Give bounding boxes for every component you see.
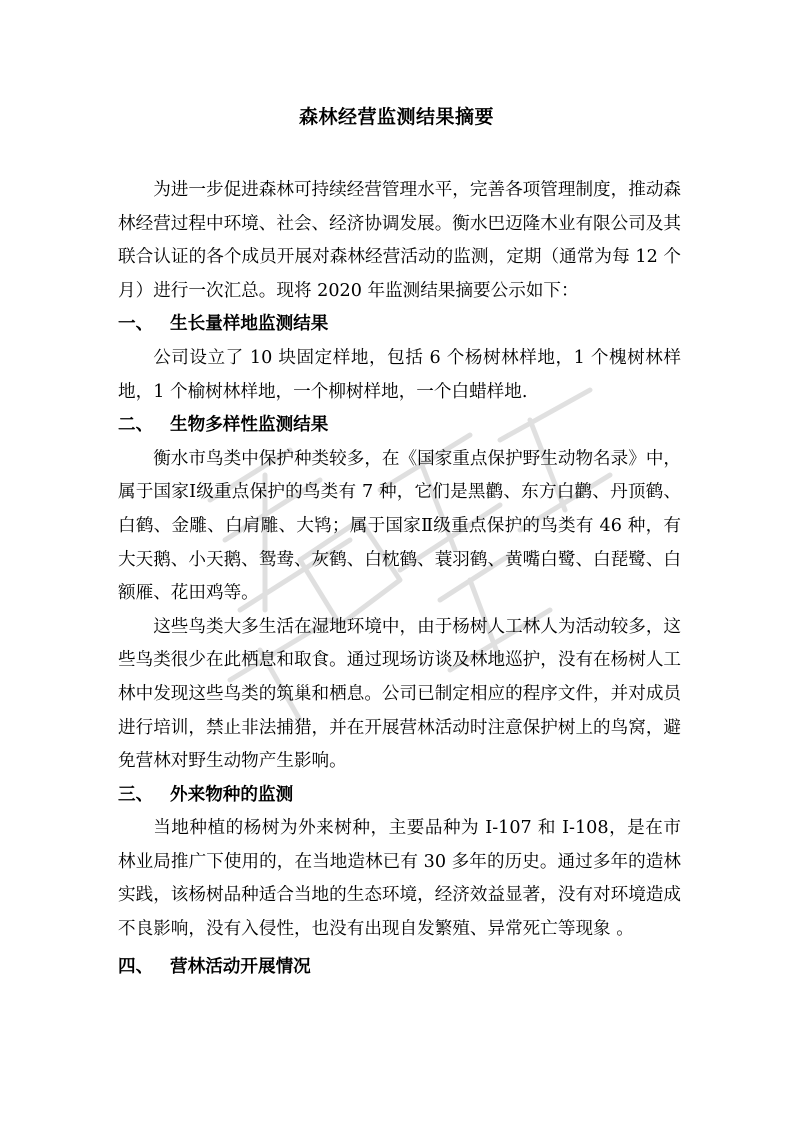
intro-paragraph: 为进一步促进森林可持续经营管理水平，完善各项管理制度，推动森林经营过程中环境、社会、经济协调发展。衡水巴迈隆木业有限公司及其联合认证的各个成员开展对森林经营活动的监测，定期（通常为每 12 个月）进行一次汇总。现将 2020 年监测结果摘要公示如下：: [118, 180, 682, 301]
section-heading-3: [118, 779, 681, 813]
section-heading-text: 外来物种的监测: [170, 784, 294, 805]
section-2-paragraph: 衡水市鸟类中保护种类较多，在《国家重点保护野生动物名录》中，属于国家Ⅰ级重点保护的鸟类有 7 种，它们是黑鹳、东方白鹳、丹顶鹤、白鹤、金雕、白肩雕、大鸨；属于国家Ⅱ级重点保护的鸟类有 46 种，有大天鹅、小天鹅、鸳鸯、灰鹤、白枕鹤、蓑羽鹤、黄嘴白鹭、白琵鹭、白额雁、花田鸡等。: [118, 448, 682, 604]
section-heading-2: [118, 409, 681, 443]
section-number: 一、: [118, 314, 154, 335]
section-heading-1: [118, 308, 681, 342]
document-body: [118, 174, 681, 984]
section-number: 二、: [118, 415, 154, 436]
section-2-paragraph: 这些鸟类大多生活在湿地环境中，由于杨树人工林人为活动较多，这些鸟类很少在此栖息和取食。通过现场访谈及林地巡护，没有在杨树人工林中发现这些鸟类的筑巢和栖息。公司已制定相应的程序文件，并对成员进行培训，禁止非法捕猎，并在开展营林活动时注意保护树上的鸟窝，避免营林对野生动物产生影响。: [118, 616, 682, 772]
section-heading-4: [118, 951, 681, 985]
section-number: 三、: [118, 784, 154, 805]
section-heading-text: 生物多样性监测结果: [170, 415, 329, 436]
document-title: 森林经营监测结果摘要: [298, 106, 494, 128]
section-1-paragraph: 公司设立了 10 块固定样地，包括 6 个杨树林样地，1 个槐树林样地，1 个榆树林样地，一个柳树样地，一个白蜡样地.: [118, 347, 681, 402]
section-3-paragraph: 当地种植的杨树为外来树种，主要品种为 I-107 和 I-108，是在市林业局推广下使用的，在当地造林已有 30 多年的历史。通过多年的造林实践，该杨树品种适合当地的生态环境，经济效益显著，没有对环境造成不良影响，没有入侵性，也没有出现自发繁殖、异常死亡等现象 。: [118, 818, 682, 940]
section-heading-text: 生长量样地监测结果: [170, 314, 329, 335]
section-number: 四、: [118, 956, 154, 977]
section-heading-text: 营林活动开展情况: [170, 956, 311, 977]
